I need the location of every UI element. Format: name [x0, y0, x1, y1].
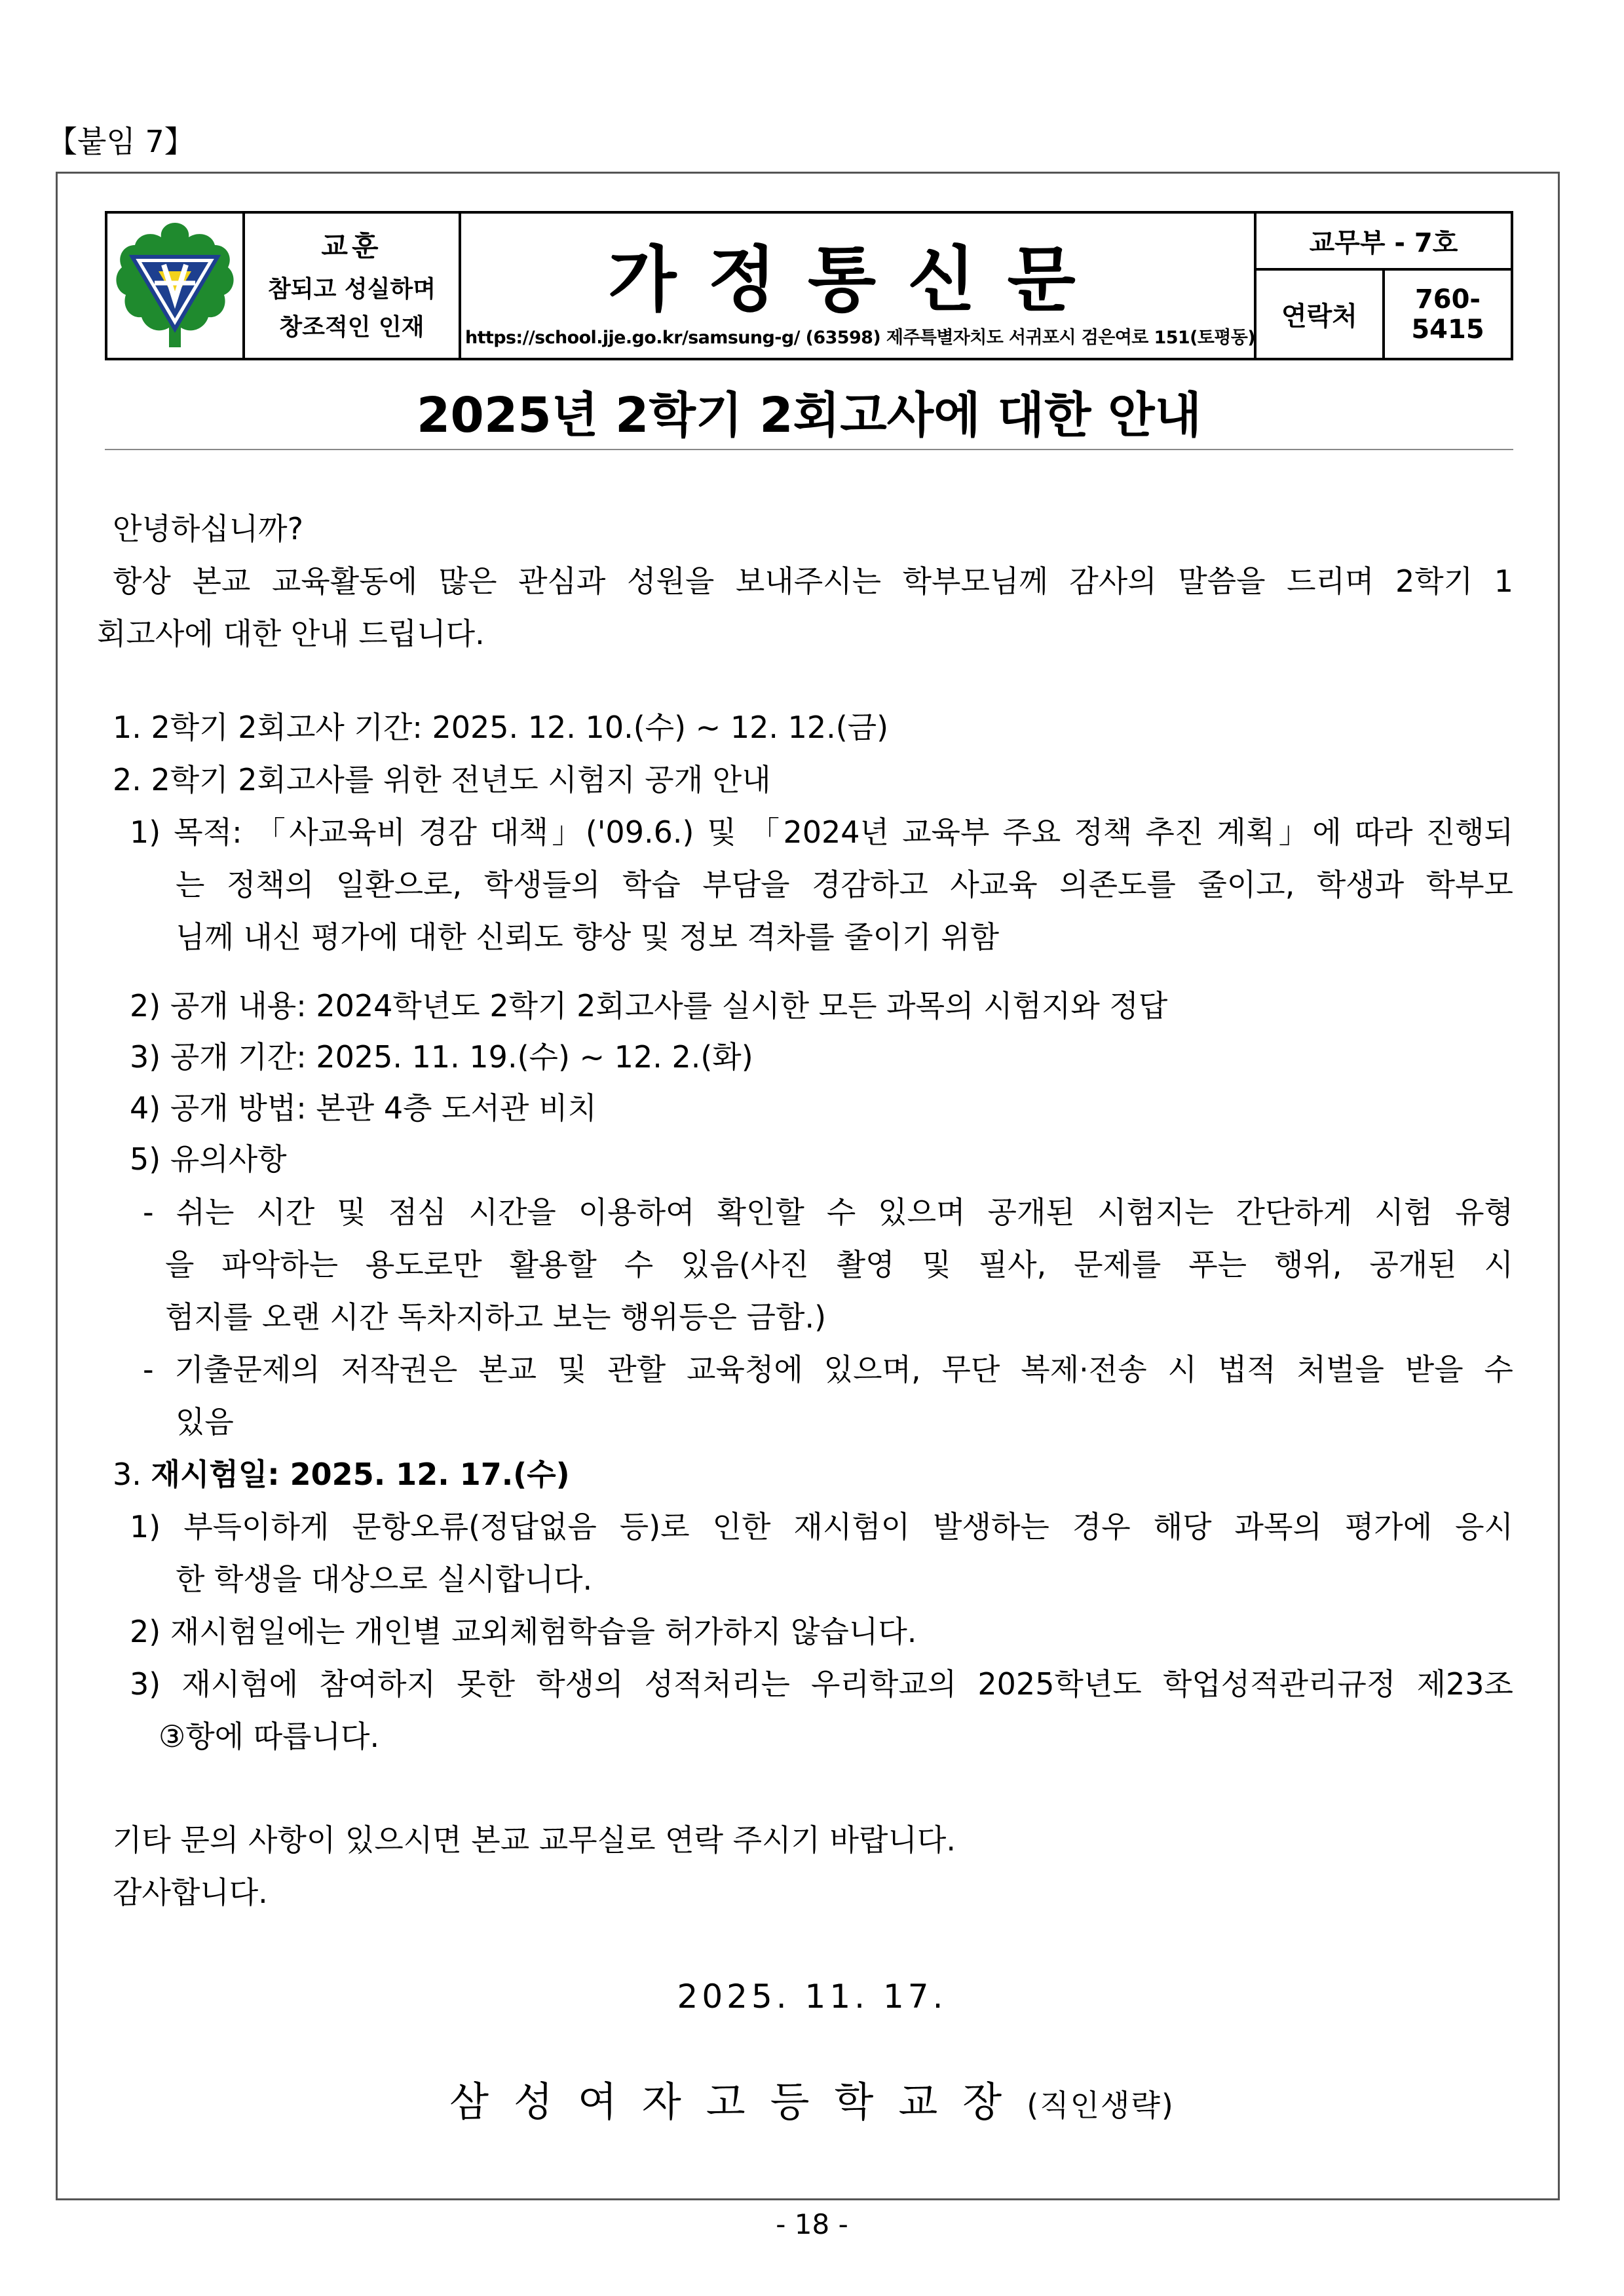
section-3-3-line-2: ③항에 따릅니다. [159, 1719, 380, 1754]
motto-title: 교훈 [321, 230, 383, 262]
note-2-line-2: 있음 [176, 1404, 234, 1440]
section-2-1-line-2: 는 정책의 일환으로, 학생들의 학습 부담을 경감하고 사교육 의존도를 줄이고, 학생과 학부모 [176, 867, 1513, 902]
section-2-3: 3) 공개 기간: 2025. 11. 19.(수) ~ 12. 2.(화) [130, 1039, 753, 1075]
title-divider [105, 449, 1513, 450]
note-1-line-2: 을 파악하는 용도로만 활용할 수 있음(사진 촬영 및 필사, 문제를 푸는 행위, 공개된 시 [165, 1247, 1513, 1282]
school-motto [244, 212, 460, 359]
issue-number: 교무부 - 7호 [1255, 212, 1512, 269]
school-emblem-icon [113, 219, 237, 350]
closing-line-2: 감사합니다. [113, 1875, 268, 1910]
motto-line-2: 창조적인 인재 [279, 314, 425, 341]
note-1-line-3: 험지를 오랜 시간 독차지하고 보는 행위등은 금함.) [165, 1299, 827, 1335]
section-3-2: 2) 재시험일에는 개인별 교외체험학습을 허가하지 않습니다. [130, 1614, 917, 1649]
section-2-5: 5) 유의사항 [130, 1141, 287, 1177]
newsletter-title-cell [460, 212, 1255, 359]
section-2-title: 2. 2학기 2회고사를 위한 전년도 시험지 공개 안내 [113, 762, 771, 797]
issue-date: 2025. 11. 17. [677, 1978, 947, 2016]
section-2-1-line-3: 님께 내신 평가에 대한 신뢰도 향상 및 정보 격차를 줄이기 위함 [176, 919, 1000, 955]
section-3-title [113, 1455, 570, 1494]
contact-phone: 760-5415 [1384, 269, 1512, 359]
document-title: 2025년 2학기 2회고사에 대한 안내 [416, 387, 1202, 444]
school-logo-cell [106, 212, 244, 359]
newsletter-title: 가정통신문 [608, 239, 1107, 321]
section-1-exam-period: 1. 2학기 2회고사 기간: 2025. 12. 10.(수) ~ 12. 12.(금) [113, 710, 889, 745]
principal-signature [0, 2069, 1624, 2128]
school-url-address: https://school.jje.go.kr/samsung-g/ (63598) 제주특별자치도 서귀포시 검은여로 151(토평동) [465, 328, 1255, 348]
closing-line-1: 기타 문의 사항이 있으시면 본교 교무실로 연락 주시기 바랍니다. [113, 1822, 956, 1858]
section-3-number: 3. [113, 1457, 142, 1492]
section-2-2: 2) 공개 내용: 2024학년도 2학기 2회고사를 실시한 모든 과목의 시험지와 정답 [130, 988, 1168, 1024]
seal-omitted-note: (직인생략) [1027, 2088, 1175, 2123]
note-1-line-1: - 쉬는 시간 및 점심 시간을 이용하여 확인할 수 있으며 공개된 시험지는 간단하게 시험 유형 [143, 1195, 1513, 1230]
motto-line-1: 참되고 성실하며 [268, 276, 436, 303]
note-2-line-1: - 기출문제의 저작권은 본교 및 관할 교육청에 있으며, 무단 복제·전송 시 법적 처벌을 받을 수 [143, 1352, 1513, 1387]
newsletter-header [105, 211, 1513, 360]
section-3-1-line-2: 한 학생을 대상으로 실시합니다. [176, 1561, 593, 1597]
greeting: 안녕하십니까? [113, 511, 304, 546]
contact-label: 연락처 [1255, 269, 1384, 359]
document-frame [56, 172, 1560, 2200]
section-3-1-line-1: 1) 부득이하게 문항오류(정답없음 등)로 인한 재시험이 발생하는 경우 해당 과목의 평가에 응시 [130, 1509, 1513, 1544]
signature-name: 삼성여자고등학교장 [449, 2078, 1027, 2126]
intro-line-1: 항상 본교 교육활동에 많은 관심과 성원을 보내주시는 학부모님께 감사의 말씀을 드리며 2학기 1 [113, 564, 1513, 599]
section-2-4: 4) 공개 방법: 본관 4층 도서관 비치 [130, 1090, 597, 1126]
section-2-1-line-1: 1) 목적: 「사교육비 경감 대책」('09.6.) 및 「2024년 교육부 주요 정책 추진 계획」에 따라 진행되 [130, 814, 1513, 850]
section-3-3-line-1: 3) 재시험에 참여하지 못한 학생의 성적처리는 우리학교의 2025학년도 학업성적관리규정 제23조 [130, 1666, 1513, 1702]
attachment-label: 【붙임 7】 [47, 124, 195, 159]
intro-line-2: 회고사에 대한 안내 드립니다. [97, 616, 485, 651]
page-number: - 18 - [776, 2208, 848, 2240]
retest-date: 재시험일: 2025. 12. 17.(수) [151, 1457, 570, 1492]
